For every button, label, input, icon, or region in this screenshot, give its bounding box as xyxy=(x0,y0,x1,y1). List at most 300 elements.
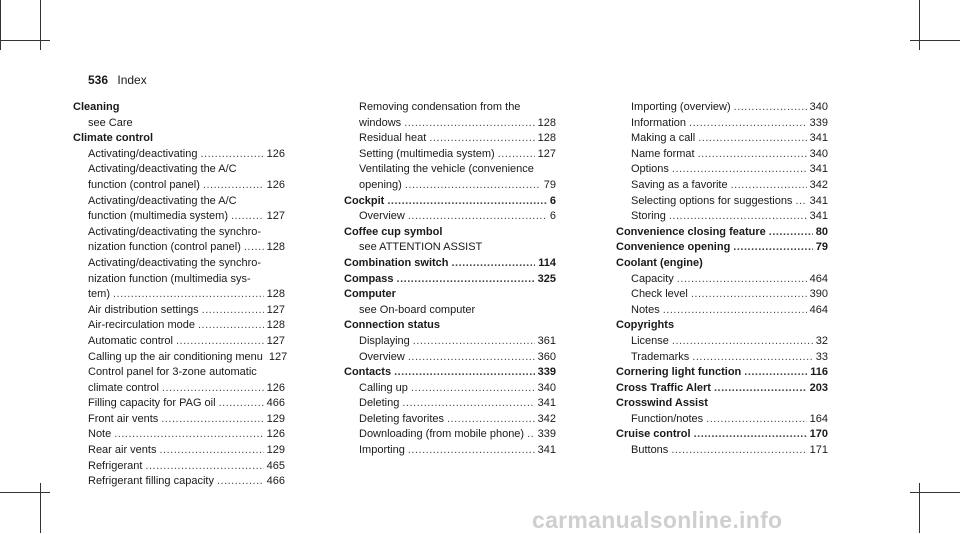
page-number: 536 xyxy=(88,73,109,87)
index-subentry xyxy=(73,147,285,163)
subentry-text: Ventilating the vehicle (convenience xyxy=(359,163,534,176)
page-ref[interactable]: 339 xyxy=(537,428,556,441)
index-entry xyxy=(344,318,556,365)
subentry-text: Control panel for 3-zone automatic xyxy=(88,366,257,379)
index-heading: Cross Traffic Alert xyxy=(616,381,711,394)
page-ref[interactable]: 340 xyxy=(537,381,556,394)
page-ref[interactable]: 361 xyxy=(537,334,556,347)
crop-mark xyxy=(0,0,1,50)
subentry-text: Deleting favorites xyxy=(359,412,444,425)
index-entry xyxy=(344,287,556,318)
index-heading: Connection status xyxy=(344,319,440,332)
index-subentry xyxy=(344,412,556,428)
subentry-text: Activating/deactivating the synchro- xyxy=(88,225,262,238)
index-subentry xyxy=(73,318,285,334)
subentry-text: Function/notes xyxy=(631,412,704,425)
subentry-row xyxy=(631,412,828,428)
subentry-text: Automatic control xyxy=(88,334,173,347)
leader-dots xyxy=(405,178,541,194)
index-subentry xyxy=(344,100,556,131)
subentry-row xyxy=(359,443,556,459)
subentry-text: Deleting xyxy=(359,397,400,410)
subentry-text: Rear air vents xyxy=(88,444,157,457)
index-subentry xyxy=(344,334,556,350)
leader-dots xyxy=(447,412,535,428)
subentry-text: Importing xyxy=(359,444,405,457)
index-subentry xyxy=(73,162,285,193)
index-subentry xyxy=(73,427,285,443)
page-ref[interactable]: 127 xyxy=(266,303,285,316)
index-subentry xyxy=(73,459,285,475)
leader-dots xyxy=(692,350,812,366)
subentry-row xyxy=(631,303,828,319)
page-ref[interactable]: 360 xyxy=(537,350,556,363)
subentry-text: Refrigerant xyxy=(88,459,143,472)
index-entry xyxy=(616,240,828,256)
subentry-text: opening) xyxy=(359,178,402,191)
crop-mark xyxy=(0,40,50,41)
index-entry xyxy=(344,194,556,225)
leader-dots xyxy=(694,427,807,443)
subentry-row xyxy=(88,412,285,428)
subentry-row xyxy=(631,116,828,132)
subentry-row xyxy=(631,272,828,288)
subentry-row xyxy=(631,100,828,116)
subentry-text: see ATTENTION ASSIST xyxy=(359,241,483,254)
subentry-row xyxy=(631,334,828,350)
page-ref[interactable]: 464 xyxy=(809,303,828,316)
index-subentry xyxy=(616,194,828,210)
leader-dots xyxy=(200,147,263,163)
index-subentry xyxy=(616,131,828,147)
index-subentry xyxy=(344,381,556,397)
page-ref[interactable]: 203 xyxy=(809,381,828,394)
index-heading: Cockpit xyxy=(344,194,385,207)
subentry-text: Activating/deactivating the A/C xyxy=(88,163,237,176)
crop-mark xyxy=(40,0,41,50)
page-ref[interactable]: 464 xyxy=(809,272,828,285)
page-ref[interactable]: 127 xyxy=(266,210,285,223)
page-ref[interactable]: 342 xyxy=(809,178,828,191)
subentry-text: Downloading (from mobile phone) xyxy=(359,428,525,441)
page-ref[interactable]: 341 xyxy=(809,210,828,223)
page-ref[interactable]: 129 xyxy=(266,412,285,425)
subentry-row xyxy=(631,209,828,225)
leader-dots xyxy=(162,381,264,397)
leader-dots xyxy=(734,100,807,116)
leader-dots xyxy=(402,396,534,412)
index-subentry xyxy=(73,443,285,459)
index-subentry xyxy=(344,131,556,147)
page-ref[interactable]: 390 xyxy=(809,288,828,301)
leader-dots xyxy=(698,147,807,163)
leader-dots xyxy=(714,381,807,397)
leader-dots xyxy=(411,381,535,397)
index-heading: Contacts xyxy=(344,366,392,379)
leader-dots xyxy=(669,209,807,225)
index-subentry xyxy=(73,116,285,132)
index-subentry xyxy=(73,365,285,396)
subentry-text: Selecting options for suggestions xyxy=(631,194,793,207)
subentry-text: Activating/deactivating xyxy=(88,147,198,160)
subentry-row xyxy=(88,147,285,163)
index-heading: Cornering light function xyxy=(616,366,742,379)
subentry-row xyxy=(88,303,285,319)
index-heading: Computer xyxy=(344,288,396,301)
index-heading: Coolant (engine) xyxy=(616,256,703,269)
page-ref[interactable]: 126 xyxy=(266,178,285,191)
index-heading-row xyxy=(344,256,556,272)
leader-dots xyxy=(404,116,534,132)
subentry-text: Calling up the air conditioning menu xyxy=(88,350,263,363)
page-ref[interactable]: 341 xyxy=(809,194,828,207)
subentry-text: Trademarks xyxy=(631,350,690,363)
subentry-text: Saving as a favorite xyxy=(631,178,728,191)
subentry-row xyxy=(631,194,828,210)
page-ref[interactable]: 465 xyxy=(266,459,285,472)
index-entry xyxy=(616,381,828,397)
index-heading-row xyxy=(344,194,556,210)
subentry-row xyxy=(359,396,556,412)
subentry-row xyxy=(359,412,556,428)
index-heading: Crosswind Assist xyxy=(616,397,708,410)
subentry-row xyxy=(631,162,828,178)
subentry-text: Capacity xyxy=(631,272,674,285)
index-subentry xyxy=(616,334,828,350)
leader-dots xyxy=(203,178,264,194)
page-ref[interactable]: 171 xyxy=(809,444,828,457)
crop-mark xyxy=(910,40,960,41)
subentry-text: Note xyxy=(88,428,112,441)
subentry-row xyxy=(359,427,556,443)
page-ref[interactable]: 79 xyxy=(815,241,828,254)
index-subentry xyxy=(73,225,285,256)
leader-dots xyxy=(677,272,807,288)
subentry-row xyxy=(631,350,828,366)
subentry-text: Setting (multimedia system) xyxy=(359,147,495,160)
index-heading: Combination switch xyxy=(344,256,449,269)
leader-dots xyxy=(387,194,547,210)
subentry-text: windows xyxy=(359,116,402,129)
index-subentry xyxy=(616,287,828,303)
index-heading: Copyrights xyxy=(616,319,675,332)
index-heading: Coffee cup symbol xyxy=(344,225,443,238)
subentry-text: Notes xyxy=(631,303,660,316)
index-subentry xyxy=(344,350,556,366)
subentry-row xyxy=(359,116,556,132)
index-entry xyxy=(616,256,828,318)
subentry-text: Activating/deactivating the A/C xyxy=(88,194,237,207)
index-entry xyxy=(616,396,828,427)
subentry-row xyxy=(88,427,285,443)
page-ref[interactable]: 33 xyxy=(815,350,828,363)
index-entry xyxy=(344,256,556,272)
page-ref[interactable]: 127 xyxy=(268,350,288,363)
page-ref[interactable]: 127 xyxy=(266,334,285,347)
index-heading-row xyxy=(344,365,556,381)
page-ref[interactable]: 340 xyxy=(809,101,828,113)
crop-mark xyxy=(0,492,50,493)
subentry-row xyxy=(359,131,556,147)
index-heading: Climate control xyxy=(73,132,154,145)
index-subentry xyxy=(73,256,285,303)
index-entry xyxy=(344,225,556,256)
leader-dots xyxy=(689,116,807,132)
page-ref[interactable]: 342 xyxy=(537,412,556,425)
index-subentry xyxy=(616,443,828,459)
subentry-text: Calling up xyxy=(359,381,408,394)
leader-dots xyxy=(698,131,806,147)
subentry-row xyxy=(631,178,828,194)
leader-dots xyxy=(795,194,806,210)
subentry-text: Filling capacity for PAG oil xyxy=(88,397,216,410)
watermark-text: carmanualsonline.info xyxy=(532,507,783,533)
subentry-text: Options xyxy=(631,163,669,176)
index-heading: Cruise control xyxy=(616,428,691,441)
leader-dots xyxy=(452,256,536,272)
page-ref[interactable]: 114 xyxy=(538,256,556,269)
subentry-text: Buttons xyxy=(631,444,669,457)
index-subentry xyxy=(344,209,556,225)
subentry-row xyxy=(88,287,285,303)
page-ref[interactable]: 126 xyxy=(266,147,285,160)
index-heading-row xyxy=(616,240,828,256)
subentry-row xyxy=(359,147,556,163)
index-subentry xyxy=(73,303,285,319)
subentry-row xyxy=(631,443,828,459)
leader-dots xyxy=(663,303,807,319)
subentry-row xyxy=(88,334,285,350)
page-ref[interactable]: 116 xyxy=(810,366,828,379)
crop-mark xyxy=(919,483,920,533)
page-ref[interactable]: 339 xyxy=(537,366,556,379)
index-entry xyxy=(344,100,556,194)
page-ref[interactable]: 6 xyxy=(549,194,556,207)
subentry-text: nization function (control panel) xyxy=(88,241,241,254)
index-subentry xyxy=(73,334,285,350)
index-column-3 xyxy=(616,100,828,459)
page-ref[interactable]: 129 xyxy=(266,444,285,457)
subentry-text: Importing (overview) xyxy=(631,101,731,113)
subentry-text: License xyxy=(631,334,669,347)
index-heading-row xyxy=(616,225,828,241)
index-heading: Cleaning xyxy=(73,101,120,113)
index-subentry xyxy=(616,100,828,116)
leader-dots xyxy=(733,240,812,256)
index-entry xyxy=(616,225,828,241)
subentry-row xyxy=(359,334,556,350)
index-subentry xyxy=(616,147,828,163)
index-column-2 xyxy=(344,100,556,459)
index-entry xyxy=(616,365,828,381)
index-subentry xyxy=(616,178,828,194)
leader-dots xyxy=(429,131,534,147)
crop-mark xyxy=(40,483,41,533)
index-subentry xyxy=(344,427,556,443)
page-ref[interactable]: 341 xyxy=(537,444,556,457)
subentry-row xyxy=(88,178,285,194)
index-subentry xyxy=(616,272,828,288)
leader-dots xyxy=(217,474,264,490)
subentry-text: Storing xyxy=(631,210,666,223)
subentry-text: Air-recirculation mode xyxy=(88,319,195,332)
crop-mark xyxy=(919,0,920,50)
subentry-text: Name format xyxy=(631,147,695,160)
subentry-text: Overview xyxy=(359,350,405,363)
leader-dots xyxy=(408,350,535,366)
index-subentry xyxy=(616,412,828,428)
leader-dots xyxy=(145,459,263,475)
page-ref[interactable]: 341 xyxy=(537,397,556,410)
subentry-row xyxy=(359,178,556,194)
page-ref[interactable]: 127 xyxy=(537,147,556,160)
subentry-text: Residual heat xyxy=(359,132,427,145)
leader-dots xyxy=(114,427,263,443)
index-subentry xyxy=(344,303,556,319)
page-ref[interactable]: 126 xyxy=(266,381,285,394)
subentry-row xyxy=(359,209,556,225)
subentry-row xyxy=(88,209,285,225)
subentry-row xyxy=(88,240,285,256)
subentry-text: Overview xyxy=(359,210,405,223)
subentry-row xyxy=(359,350,556,366)
page-ref[interactable]: 128 xyxy=(537,116,556,129)
subentry-text: nization function (multimedia sys- xyxy=(88,272,251,285)
leader-dots xyxy=(408,443,535,459)
leader-dots xyxy=(176,334,264,350)
leader-dots xyxy=(161,412,263,428)
page-ref[interactable]: 341 xyxy=(809,132,828,145)
index-column-1 xyxy=(73,100,288,490)
leader-dots xyxy=(498,147,535,163)
page-ref[interactable]: 340 xyxy=(809,147,828,160)
leader-dots xyxy=(413,334,535,350)
leader-dots xyxy=(394,365,535,381)
subentry-row xyxy=(631,287,828,303)
index-subentry xyxy=(344,396,556,412)
subentry-row xyxy=(88,381,285,397)
page-ref[interactable]: 79 xyxy=(543,178,556,191)
subentry-row xyxy=(88,459,285,475)
page-ref[interactable]: 128 xyxy=(266,319,285,332)
subentry-text: function (control panel) xyxy=(88,178,200,191)
index-subentry xyxy=(616,162,828,178)
index-subentry xyxy=(73,474,285,490)
index-subentry xyxy=(344,240,556,256)
page-ref[interactable]: 164 xyxy=(809,412,828,425)
leader-dots xyxy=(672,162,807,178)
page-ref[interactable]: 339 xyxy=(809,116,828,129)
subentry-text: Air distribution settings xyxy=(88,303,199,316)
index-subentry xyxy=(616,209,828,225)
crop-mark xyxy=(910,492,960,493)
page-ref[interactable]: 80 xyxy=(815,225,828,238)
subentry-row xyxy=(88,318,285,334)
leader-dots xyxy=(219,396,264,412)
subentry-text: Displaying xyxy=(359,334,410,347)
subentry-text: Information xyxy=(631,116,687,129)
page-ref[interactable]: 128 xyxy=(266,241,285,254)
subentry-row xyxy=(88,350,288,366)
page-ref[interactable]: 170 xyxy=(809,428,828,441)
index-entry xyxy=(344,365,556,459)
index-heading: Compass xyxy=(344,272,394,285)
leader-dots xyxy=(706,412,806,428)
leader-dots xyxy=(113,287,264,303)
leader-dots xyxy=(744,365,807,381)
leader-dots xyxy=(731,178,807,194)
subentry-row xyxy=(88,474,285,490)
subentry-text: tem) xyxy=(88,288,110,301)
leader-dots xyxy=(769,225,813,241)
page-ref[interactable]: 128 xyxy=(537,132,556,145)
index-heading-row xyxy=(616,427,828,443)
subentry-row xyxy=(631,131,828,147)
index-subentry xyxy=(344,147,556,163)
subentry-text: Removing condensation from the xyxy=(359,101,521,113)
leader-dots xyxy=(244,240,264,256)
subentry-text: climate control xyxy=(88,381,159,394)
subentry-row xyxy=(631,147,828,163)
page-ref[interactable]: 466 xyxy=(266,475,285,488)
page-ref[interactable]: 126 xyxy=(266,428,285,441)
index-entry xyxy=(73,131,288,490)
subentry-text: Making a call xyxy=(631,132,696,145)
page-ref[interactable]: 128 xyxy=(266,288,285,301)
index-entry xyxy=(344,272,556,288)
index-entry xyxy=(616,318,828,365)
index-heading: Convenience closing feature xyxy=(616,225,766,238)
subentry-text: see On-board computer xyxy=(359,303,476,316)
leader-dots xyxy=(397,272,535,288)
leader-dots xyxy=(691,287,807,303)
subentry-row xyxy=(88,396,285,412)
index-entry xyxy=(616,100,828,225)
page-ref[interactable]: 32 xyxy=(815,334,828,347)
leader-dots xyxy=(198,318,264,334)
index-subentry xyxy=(73,194,285,225)
section-title: Index xyxy=(117,73,147,87)
index-subentry xyxy=(344,443,556,459)
index-subentry xyxy=(344,162,556,193)
page-ref[interactable]: 466 xyxy=(266,397,285,410)
leader-dots xyxy=(527,427,535,443)
subentry-text: Check level xyxy=(631,288,688,301)
page-ref[interactable]: 341 xyxy=(809,163,828,176)
leader-dots xyxy=(671,443,806,459)
subentry-text: Front air vents xyxy=(88,412,159,425)
leader-dots xyxy=(231,209,264,225)
index-heading-row xyxy=(344,272,556,288)
page-header xyxy=(88,73,147,87)
subentry-text: Refrigerant filling capacity xyxy=(88,475,214,488)
index-subentry xyxy=(73,350,288,366)
page-ref[interactable]: 325 xyxy=(537,272,556,285)
subentry-text: function (multimedia system) xyxy=(88,210,228,223)
index-entry xyxy=(616,427,828,458)
index-entry xyxy=(73,100,285,131)
index-subentry xyxy=(73,396,285,412)
index-heading-row xyxy=(616,365,828,381)
index-subentry xyxy=(616,303,828,319)
index-heading-row xyxy=(616,381,828,397)
page-ref[interactable]: 6 xyxy=(549,210,556,223)
index-heading: Convenience opening xyxy=(616,241,731,254)
leader-dots xyxy=(159,443,263,459)
leader-dots xyxy=(672,334,813,350)
subentry-row xyxy=(359,381,556,397)
index-subentry xyxy=(73,412,285,428)
